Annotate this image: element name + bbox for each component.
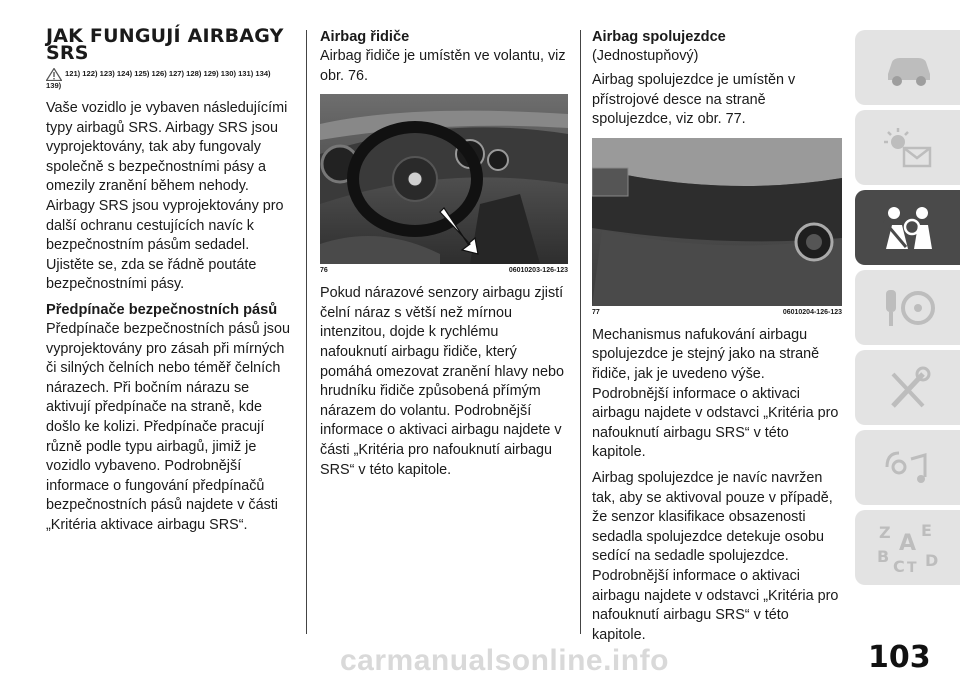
watermark: carmanualsonline.info	[340, 644, 669, 677]
figure-77	[592, 138, 842, 316]
svg-text:B: B	[876, 546, 889, 566]
index-icon	[873, 520, 943, 576]
tools-icon	[883, 366, 933, 410]
intro-paragraph: Vaše vozidlo je vybaven následujícími typy airbagů SRS. Airbagy SRS jsou vyprojektovány, tak aby fungovaly společně s bezpečnostními pásy a omezily zranění během nehody. Airbagy SRS jsou vyprojektovány pro další ochranu cestujících navíc k bezpečnostním pásům sedadel. Ujistěte se, zda se řádně poutáte bezpečnostními pásy.	[46, 100, 288, 293]
section-title	[46, 25, 294, 64]
tab-safety[interactable]	[855, 190, 960, 265]
driver-airbag-heading: Airbag řidiče	[320, 29, 410, 45]
figure-code: 06010204-126-123	[782, 308, 842, 316]
column-left	[46, 25, 294, 541]
svg-text:C: C	[892, 556, 905, 576]
svg-text:T: T	[906, 559, 917, 576]
passenger-airbag-subheading: (Jednostupňový)	[592, 48, 699, 64]
media-icon	[881, 445, 935, 491]
figure-number: 77	[592, 308, 600, 316]
tab-index[interactable]	[855, 510, 960, 585]
figure-76-caption	[320, 267, 568, 274]
tab-starting-driving[interactable]	[855, 270, 960, 345]
warning-refs-text: 121) 122) 123) 124) 125) 126) 127) 128) 129) 130) 131) 134)	[65, 69, 271, 78]
figure-number: 76	[320, 267, 328, 275]
column-middle	[320, 28, 568, 486]
airbag-seatbelt-icon	[878, 205, 938, 251]
passenger-airbag-paragraph: Airbag spolujezdce je umístěn v přístrojové desce na straně spolujezdce, viz obr. 77.	[592, 72, 796, 128]
driver-airbag-activation-paragraph: Pokud nárazové senzory airbagu zjistí čelní náraz s větší než mírnou intenzitou, dojde k rychlému nafouknutí airbagu řidiče, který pomáhá omezovat zranění hlavy nebo hrudníku řidiče způsobená přímým nárazem do volantu. Podrobnější informace o aktivaci airbagu najdete v části „Kritéria pro nafouknutí airbagu SRS“ v této kapitole.	[320, 285, 564, 478]
figure-77-caption	[592, 309, 842, 316]
passenger-dashboard-photo	[592, 138, 842, 306]
page-number: 103	[868, 640, 931, 675]
passenger-airbag-heading: Airbag spolujezdce	[592, 29, 726, 45]
driver-airbag-paragraph: Airbag řidiče je umístěn ve volantu, viz obr. 76.	[320, 48, 566, 84]
svg-text:Z: Z	[878, 522, 891, 542]
passenger-airbag-mechanism-paragraph: Mechanismus nafukování airbagu spolujezdce je stejný jako na straně řidiče, jak je uvedeno výše. Podrobnější informace o aktivaci airbagu najdete v odstavci „Kritéria pro nafouknutí airbagu SRS“ v této kapitole.	[592, 326, 839, 461]
pretensioner-paragraph: Předpínače bezpečnostních pásů jsou vyprojektovány pro zásah při mírných či silných čelních nebo téměř čelních nárazech. Při bočním nárazu se aktivují předpínače na straně, kde došlo ke kolizi. Předpínače pracují různě podle typu airbagů, jimiž je vozidlo vybaveno. Podrobnější informace o fungování předpínačů bezpečnostních pásů najdete v části „Kritéria aktivace airbagu SRS“.	[46, 320, 291, 533]
warning-triangle-icon	[46, 68, 62, 81]
driver-steering-wheel-photo	[320, 94, 568, 264]
tab-car[interactable]	[855, 30, 960, 105]
warning-lights-icon	[882, 126, 934, 170]
key-steering-icon	[880, 286, 936, 330]
figure-76	[320, 94, 568, 274]
warning-refs-tail: 139)	[46, 81, 62, 90]
column-divider	[306, 30, 307, 634]
figure-code: 06010203-126-123	[508, 267, 568, 275]
svg-text:E: E	[920, 520, 932, 540]
tab-emergency[interactable]	[855, 350, 960, 425]
pretensioner-heading: Předpínače bezpečnostních pásů	[46, 301, 278, 318]
svg-text:A: A	[898, 530, 916, 556]
svg-text:D: D	[924, 550, 938, 570]
passenger-airbag-occupancy-paragraph: Airbag spolujezdce je navíc navržen tak, aby se aktivoval pouze v případě, že senzor klasifikace obsazenosti sedadla spolujezdce detekuje osobu sedící na sedadle spolujezdce. Podrobnější informace o aktivaci airbagu najdete v odstavci „Kritéria pro nafouknutí airbagu SRS“ v této kapitole.	[592, 469, 839, 643]
tab-warning-lights[interactable]	[855, 110, 960, 185]
warning-refs	[46, 68, 294, 81]
tab-multimedia[interactable]	[855, 430, 960, 505]
column-right	[592, 28, 842, 651]
column-divider	[580, 30, 581, 634]
title-line-1: JAK FUNGUJÍ AIRBAGY	[46, 25, 284, 47]
title-line-2: SRS	[46, 42, 89, 64]
car-icon	[882, 48, 934, 88]
